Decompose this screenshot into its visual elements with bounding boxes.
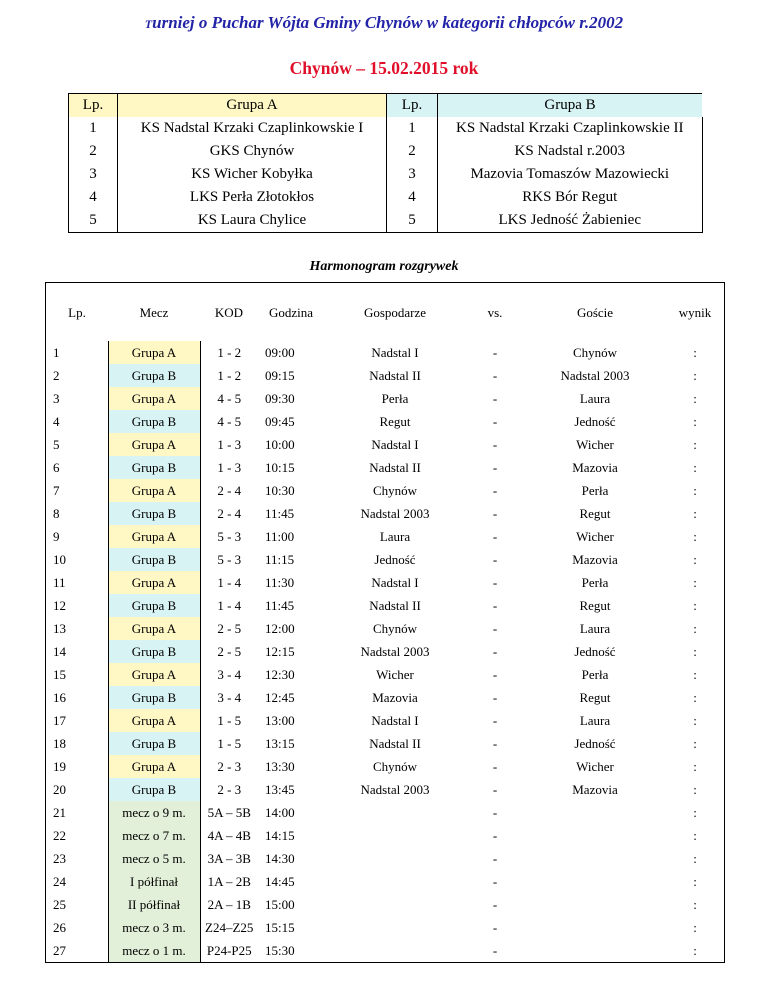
row-goscie: Regut xyxy=(579,598,611,613)
row-goscie: Mazovia xyxy=(572,460,618,475)
row-gospodarze: Chynów xyxy=(372,621,418,636)
page-title xyxy=(0,13,768,33)
row-lp: 25 xyxy=(53,897,66,912)
row-vs: - xyxy=(492,828,498,843)
row-wynik: : xyxy=(693,851,697,866)
row-vs: - xyxy=(492,759,498,774)
row-godzina: 09:45 xyxy=(265,414,295,429)
row-mecz: Grupa B xyxy=(108,594,200,617)
row-godzina: 15:30 xyxy=(265,943,295,958)
group-a-team: KS Laura Chylice xyxy=(118,209,387,233)
row-mecz: Grupa A xyxy=(108,663,200,686)
groups-lp-a: 1 xyxy=(69,117,118,140)
groups-lp-b: 5 xyxy=(387,209,438,233)
row-goscie xyxy=(524,916,666,939)
row-godzina: 10:15 xyxy=(265,460,295,475)
groups-lp-a: 2 xyxy=(69,140,118,163)
groups-row xyxy=(69,186,703,209)
schedule-row xyxy=(46,847,725,870)
row-wynik: : xyxy=(693,874,697,889)
row-gospodarze xyxy=(324,893,466,916)
row-lp: 17 xyxy=(53,713,66,728)
groups-header-a: Grupa A xyxy=(118,94,387,118)
schedule-row xyxy=(46,571,725,594)
row-gospodarze xyxy=(324,939,466,963)
row-vs: - xyxy=(492,391,498,406)
row-wynik: : xyxy=(693,437,697,452)
row-godzina: 14:00 xyxy=(265,805,295,820)
groups-header-row xyxy=(69,94,703,118)
row-lp: 3 xyxy=(53,391,60,406)
row-wynik: : xyxy=(693,529,697,544)
schedule-row xyxy=(46,870,725,893)
col-header-mecz: Mecz xyxy=(139,304,169,320)
row-kod: 1 - 5 xyxy=(217,713,242,728)
row-lp: 23 xyxy=(53,851,66,866)
row-lp: 19 xyxy=(53,759,66,774)
row-lp: 6 xyxy=(53,460,60,475)
row-wynik: : xyxy=(693,483,697,498)
row-vs: - xyxy=(492,805,498,820)
row-godzina: 15:00 xyxy=(265,897,295,912)
row-mecz: I półfinał xyxy=(108,870,200,893)
row-vs: - xyxy=(492,506,498,521)
row-vs: - xyxy=(492,529,498,544)
schedule-row xyxy=(46,364,725,387)
row-kod: 3A – 3B xyxy=(207,851,251,866)
row-mecz: Grupa B xyxy=(108,548,200,571)
group-a-team: KS Wicher Kobyłka xyxy=(118,163,387,186)
row-vs: - xyxy=(492,460,498,475)
row-godzina: 10:00 xyxy=(265,437,295,452)
groups-lp-b: 3 xyxy=(387,163,438,186)
row-mecz: Grupa A xyxy=(108,387,200,410)
row-vs: - xyxy=(492,943,498,958)
row-goscie xyxy=(524,801,666,824)
row-lp: 20 xyxy=(53,782,66,797)
col-header-kod: KOD xyxy=(214,304,244,320)
row-kod: 1 - 5 xyxy=(217,736,242,751)
row-wynik: : xyxy=(693,759,697,774)
schedule-row xyxy=(46,640,725,663)
row-goscie xyxy=(524,939,666,963)
row-goscie: Jedność xyxy=(574,414,616,429)
row-kod: 5A – 5B xyxy=(207,805,251,820)
row-lp: 21 xyxy=(53,805,66,820)
col-header-goscie: Goście xyxy=(576,304,614,320)
row-goscie xyxy=(524,847,666,870)
schedule-row xyxy=(46,387,725,410)
row-kod: 2 - 4 xyxy=(217,483,242,498)
row-vs: - xyxy=(492,414,498,429)
groups-lp-a: 3 xyxy=(69,163,118,186)
schedule-row xyxy=(46,663,725,686)
schedule-row xyxy=(46,916,725,939)
groups-header-lp-a: Lp. xyxy=(69,94,118,118)
row-wynik: : xyxy=(693,736,697,751)
row-goscie: Laura xyxy=(579,713,611,728)
row-gospodarze: Nadstal I xyxy=(371,437,419,452)
row-gospodarze: Chynów xyxy=(372,759,418,774)
row-mecz: Grupa B xyxy=(108,364,200,387)
schedule-row xyxy=(46,732,725,755)
groups-header-b: Grupa B xyxy=(438,94,703,118)
row-goscie: Chynów xyxy=(572,345,618,360)
row-godzina: 12:30 xyxy=(265,667,295,682)
row-gospodarze xyxy=(324,916,466,939)
row-lp: 24 xyxy=(53,874,66,889)
title-initial: T xyxy=(144,17,153,31)
row-mecz: mecz o 1 m. xyxy=(108,939,200,963)
row-goscie: Regut xyxy=(579,690,611,705)
row-wynik: : xyxy=(693,368,697,383)
row-gospodarze: Nadstal 2003 xyxy=(360,644,430,659)
group-b-team: LKS Jedność Żabieniec xyxy=(438,209,703,233)
row-godzina: 13:30 xyxy=(265,759,295,774)
row-godzina: 11:45 xyxy=(265,598,295,613)
row-kod: 2 - 5 xyxy=(217,644,242,659)
row-gospodarze: Nadstal I xyxy=(371,345,419,360)
row-godzina: 12:00 xyxy=(265,621,295,636)
schedule-row xyxy=(46,594,725,617)
group-a-team: LKS Perła Złotokłos xyxy=(118,186,387,209)
col-header-lp: Lp. xyxy=(68,304,86,320)
row-mecz: Grupa A xyxy=(108,755,200,778)
row-goscie: Perła xyxy=(581,575,609,590)
row-lp: 27 xyxy=(53,943,66,958)
row-gospodarze: Mazovia xyxy=(372,690,418,705)
page-subtitle: Chynów – 15.02.2015 rok xyxy=(289,58,479,78)
schedule-header-row xyxy=(46,283,725,342)
row-lp: 4 xyxy=(53,414,60,429)
row-kod: 4A – 4B xyxy=(207,828,251,843)
groups-lp-b: 4 xyxy=(387,186,438,209)
col-header-wynik: wynik xyxy=(678,304,712,320)
row-kod: 2 - 3 xyxy=(217,782,242,797)
schedule-row xyxy=(46,824,725,847)
row-godzina: 11:00 xyxy=(265,529,295,544)
row-wynik: : xyxy=(693,644,697,659)
row-gospodarze: Nadstal I xyxy=(371,713,419,728)
group-b-team: KS Nadstal r.2003 xyxy=(438,140,703,163)
schedule-row xyxy=(46,755,725,778)
row-goscie: Nadstal 2003 xyxy=(560,368,630,383)
schedule-row xyxy=(46,433,725,456)
row-goscie xyxy=(524,893,666,916)
schedule-row xyxy=(46,341,725,364)
row-vs: - xyxy=(492,575,498,590)
row-goscie: Laura xyxy=(579,621,611,636)
schedule-body xyxy=(46,341,725,963)
row-gospodarze: Nadstal II xyxy=(369,736,421,751)
row-gospodarze: Nadstal 2003 xyxy=(360,782,430,797)
col-header-vs: vs. xyxy=(487,304,503,320)
row-godzina: 14:30 xyxy=(265,851,295,866)
row-mecz: II półfinał xyxy=(108,893,200,916)
row-lp: 2 xyxy=(53,368,60,383)
row-goscie: Mazovia xyxy=(572,552,618,567)
schedule-row xyxy=(46,686,725,709)
row-godzina: 13:45 xyxy=(265,782,295,797)
row-gospodarze: Laura xyxy=(379,529,411,544)
row-wynik: : xyxy=(693,920,697,935)
row-wynik: : xyxy=(693,828,697,843)
row-kod: 1 - 3 xyxy=(217,437,242,452)
row-kod: P24-P25 xyxy=(206,943,252,958)
row-gospodarze: Nadstal II xyxy=(369,598,421,613)
row-godzina: 11:30 xyxy=(265,575,295,590)
row-goscie: Wicher xyxy=(576,437,614,452)
row-wynik: : xyxy=(693,598,697,613)
group-b-team: KS Nadstal Krzaki Czaplinkowskie II xyxy=(438,117,703,140)
row-kod: 1 - 3 xyxy=(217,460,242,475)
schedule-row xyxy=(46,617,725,640)
row-goscie: Laura xyxy=(579,391,611,406)
row-godzina: 14:15 xyxy=(265,828,295,843)
row-lp: 16 xyxy=(53,690,66,705)
row-wynik: : xyxy=(693,713,697,728)
row-mecz: Grupa B xyxy=(108,778,200,801)
row-vs: - xyxy=(492,782,498,797)
row-goscie xyxy=(524,824,666,847)
row-gospodarze: Perła xyxy=(381,391,409,406)
row-goscie xyxy=(524,870,666,893)
row-wynik: : xyxy=(693,667,697,682)
row-kod: 1 - 2 xyxy=(217,345,242,360)
row-lp: 7 xyxy=(53,483,60,498)
col-header-godzina: Godzina xyxy=(268,304,314,320)
row-kod: 2A – 1B xyxy=(207,897,251,912)
row-lp: 11 xyxy=(53,575,66,590)
row-godzina: 09:30 xyxy=(265,391,295,406)
schedule-row xyxy=(46,893,725,916)
row-mecz: mecz o 7 m. xyxy=(108,824,200,847)
groups-row xyxy=(69,140,703,163)
row-kod: 2 - 3 xyxy=(217,759,242,774)
row-mecz: Grupa A xyxy=(108,571,200,594)
row-vs: - xyxy=(492,667,498,682)
groups-table xyxy=(68,93,703,233)
row-kod: 2 - 4 xyxy=(217,506,242,521)
row-godzina: 12:15 xyxy=(265,644,295,659)
row-wynik: : xyxy=(693,414,697,429)
title-text: urniej o Puchar Wójta Gminy Chynów w kategorii chłopców r.2002 xyxy=(152,13,624,32)
row-wynik: : xyxy=(693,506,697,521)
row-mecz: Grupa A xyxy=(108,709,200,732)
row-gospodarze: Regut xyxy=(379,414,411,429)
row-mecz: Grupa A xyxy=(108,479,200,502)
row-mecz: Grupa A xyxy=(108,341,200,364)
row-godzina: 14:45 xyxy=(265,874,295,889)
row-lp: 13 xyxy=(53,621,66,636)
row-kod: 1 - 4 xyxy=(217,598,242,613)
row-mecz: mecz o 9 m. xyxy=(108,801,200,824)
row-gospodarze xyxy=(324,824,466,847)
row-lp: 12 xyxy=(53,598,66,613)
schedule-row xyxy=(46,502,725,525)
row-mecz: Grupa A xyxy=(108,617,200,640)
row-vs: - xyxy=(492,644,498,659)
row-vs: - xyxy=(492,713,498,728)
row-vs: - xyxy=(492,345,498,360)
row-kod: 3 - 4 xyxy=(217,667,242,682)
row-goscie: Jedność xyxy=(574,736,616,751)
row-kod: 5 - 3 xyxy=(217,552,242,567)
row-lp: 26 xyxy=(53,920,66,935)
row-lp: 22 xyxy=(53,828,66,843)
col-header-gospodarze: Gospodarze xyxy=(363,304,427,320)
schedule-row xyxy=(46,410,725,433)
schedule-row xyxy=(46,939,725,963)
row-gospodarze: Nadstal I xyxy=(371,575,419,590)
row-goscie: Wicher xyxy=(576,759,614,774)
row-wynik: : xyxy=(693,552,697,567)
row-vs: - xyxy=(492,598,498,613)
row-lp: 1 xyxy=(53,345,60,360)
schedule-row xyxy=(46,801,725,824)
groups-row xyxy=(69,209,703,233)
row-vs: - xyxy=(492,690,498,705)
groups-lp-a: 4 xyxy=(69,186,118,209)
row-wynik: : xyxy=(693,782,697,797)
row-vs: - xyxy=(492,368,498,383)
row-godzina: 09:15 xyxy=(265,368,295,383)
row-wynik: : xyxy=(693,897,697,912)
row-kod: 4 - 5 xyxy=(217,414,242,429)
row-mecz: Grupa B xyxy=(108,732,200,755)
row-gospodarze: Nadstal II xyxy=(369,368,421,383)
row-lp: 5 xyxy=(53,437,60,452)
group-a-team: GKS Chynów xyxy=(118,140,387,163)
row-mecz: Grupa B xyxy=(108,410,200,433)
row-goscie: Jedność xyxy=(574,644,616,659)
row-gospodarze xyxy=(324,801,466,824)
row-kod: 4 - 5 xyxy=(217,391,242,406)
schedule-row xyxy=(46,525,725,548)
row-mecz: mecz o 5 m. xyxy=(108,847,200,870)
row-wynik: : xyxy=(693,575,697,590)
row-godzina: 10:30 xyxy=(265,483,295,498)
schedule-row xyxy=(46,479,725,502)
row-lp: 14 xyxy=(53,644,66,659)
row-vs: - xyxy=(492,736,498,751)
row-vs: - xyxy=(492,621,498,636)
row-mecz: Grupa A xyxy=(108,525,200,548)
schedule-row xyxy=(46,548,725,571)
schedule-table xyxy=(45,282,725,963)
group-b-team: RKS Bór Regut xyxy=(438,186,703,209)
row-wynik: : xyxy=(693,460,697,475)
groups-row xyxy=(69,117,703,140)
row-mecz: Grupa B xyxy=(108,640,200,663)
row-mecz: mecz o 3 m. xyxy=(108,916,200,939)
row-lp: 10 xyxy=(53,552,66,567)
row-vs: - xyxy=(492,552,498,567)
row-mecz: Grupa B xyxy=(108,502,200,525)
row-vs: - xyxy=(492,897,498,912)
row-wynik: : xyxy=(693,690,697,705)
row-goscie: Wicher xyxy=(576,529,614,544)
row-kod: Z24–Z25 xyxy=(205,920,254,935)
row-godzina: 09:00 xyxy=(265,345,295,360)
groups-lp-b: 2 xyxy=(387,140,438,163)
row-kod: 1 - 4 xyxy=(217,575,242,590)
groups-header-lp-b: Lp. xyxy=(387,94,438,118)
row-gospodarze: Chynów xyxy=(372,483,418,498)
row-goscie: Perła xyxy=(581,667,609,682)
row-mecz: Grupa A xyxy=(108,433,200,456)
group-b-team: Mazovia Tomaszów Mazowiecki xyxy=(438,163,703,186)
row-vs: - xyxy=(492,483,498,498)
schedule-row xyxy=(46,778,725,801)
schedule-row xyxy=(46,456,725,479)
row-godzina: 12:45 xyxy=(265,690,295,705)
row-kod: 5 - 3 xyxy=(217,529,242,544)
schedule-row xyxy=(46,709,725,732)
row-vs: - xyxy=(492,920,498,935)
row-mecz: Grupa B xyxy=(108,456,200,479)
row-godzina: 13:00 xyxy=(265,713,295,728)
row-lp: 15 xyxy=(53,667,66,682)
row-gospodarze xyxy=(324,870,466,893)
group-a-team: KS Nadstal Krzaki Czaplinkowskie I xyxy=(118,117,387,140)
row-wynik: : xyxy=(693,943,697,958)
groups-lp-a: 5 xyxy=(69,209,118,233)
row-mecz: Grupa B xyxy=(108,686,200,709)
row-kod: 1A – 2B xyxy=(207,874,251,889)
row-vs: - xyxy=(492,874,498,889)
row-wynik: : xyxy=(693,345,697,360)
row-gospodarze: Nadstal II xyxy=(369,460,421,475)
row-goscie: Perła xyxy=(581,483,609,498)
row-gospodarze xyxy=(324,847,466,870)
row-gospodarze: Wicher xyxy=(376,667,414,682)
row-wynik: : xyxy=(693,391,697,406)
row-vs: - xyxy=(492,437,498,452)
groups-lp-b: 1 xyxy=(387,117,438,140)
row-kod: 3 - 4 xyxy=(217,690,242,705)
row-godzina: 15:15 xyxy=(265,920,295,935)
schedule-title: Harmonogram rozgrywek xyxy=(309,259,459,274)
row-kod: 1 - 2 xyxy=(217,368,242,383)
row-goscie: Mazovia xyxy=(572,782,618,797)
row-goscie: Regut xyxy=(579,506,611,521)
row-wynik: : xyxy=(693,805,697,820)
row-gospodarze: Jedność xyxy=(374,552,416,567)
row-lp: 18 xyxy=(53,736,66,751)
row-kod: 2 - 5 xyxy=(217,621,242,636)
row-godzina: 13:15 xyxy=(265,736,295,751)
row-godzina: 11:45 xyxy=(265,506,295,521)
groups-row xyxy=(69,163,703,186)
row-wynik: : xyxy=(693,621,697,636)
row-gospodarze: Nadstal 2003 xyxy=(360,506,430,521)
row-lp: 8 xyxy=(53,506,60,521)
row-godzina: 11:15 xyxy=(265,552,295,567)
row-lp: 9 xyxy=(53,529,60,544)
row-vs: - xyxy=(492,851,498,866)
